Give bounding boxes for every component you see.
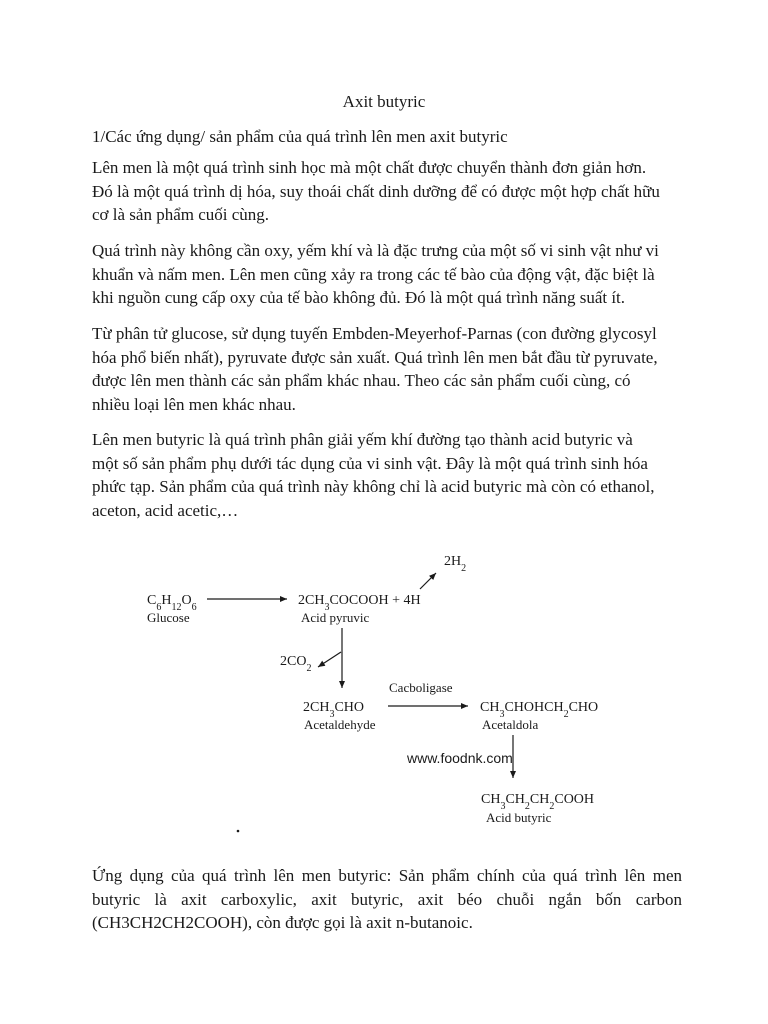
pyruvic-formula: $2CH_3COCOOH + 4H$ — [298, 593, 421, 613]
acetaldol-label: Acetaldola — [482, 717, 539, 732]
text-line: aceton, acid acetic,… — [92, 500, 239, 520]
acetaldehyde-label: Acetaldehyde — [304, 717, 376, 732]
text-line: butyric là axit carboxylic, axit butyric, axit béo chuỗi ngắn bốn carbon — [92, 889, 682, 909]
paragraph-anaerobic — [92, 239, 682, 310]
text-line: Ứng dụng của quá trình lên men butyric: Sản phẩm chính của quá trình lên men — [92, 866, 682, 885]
paragraph-butyric-fermentation — [92, 428, 682, 522]
h2-product: $2H_2$ — [444, 554, 467, 574]
acetaldehyde-formula: $2CH_3CHO$ — [303, 700, 365, 720]
text-line: khuẩn và nấm men. Lên men cũng xảy ra trong các tế bào của động vật, đặc biệt là — [92, 264, 655, 284]
enzyme-label: Cacboligase — [389, 680, 453, 695]
glucose-label: Glucose — [147, 610, 190, 625]
text-line: (CH3CH2CH2COOH), còn được gọi là axit n-butanoic. — [92, 913, 473, 932]
text-line: khi nguồn cung cấp oxy của tế bào không đủ. Đó là một quá trình năng suất ít. — [92, 288, 626, 307]
glucose-formula: $C_6H_{12}O_6$ — [147, 593, 197, 613]
document-title: Axit butyric — [342, 92, 426, 111]
stray-dot — [237, 830, 240, 833]
pyruvic-label: Acid pyruvic — [301, 610, 370, 625]
paragraph-applications — [92, 864, 682, 935]
text-line: nhiều loại lên men khác nhau. — [92, 394, 296, 414]
text-line: Lên men là một quá trình sinh học mà một chất được chuyển thành đơn giản hơn. — [92, 158, 647, 177]
section-heading: 1/Các ứng dụng/ sản phẩm của quá trình lên men axit butyric — [92, 127, 508, 146]
co2-arrow — [318, 652, 341, 667]
co2-product: $2CO_2$ — [280, 654, 312, 674]
paragraph-glucose-pathway — [92, 322, 682, 416]
text-line: được lên men thành các sản phẩm khác nhau. Theo các sản phẩm cuối cùng, có — [92, 371, 631, 390]
butyric-formula: $CH_3CH_2CH_2COOH$ — [481, 792, 595, 812]
watermark: www.foodnk.com — [407, 750, 513, 766]
text-line: Lên men butyric là quá trình phân giải yếm khí đường tạo thành acid butyric và — [92, 430, 633, 449]
text-line: Đó là một quá trình dị hóa, suy thoái chất dinh dưỡng để có được một hợp chất hữu — [92, 181, 660, 201]
text-line: cơ là sản phẩm cuối cùng. — [92, 205, 270, 224]
acetaldol-formula: $CH_3CHOHCH_2CHO$ — [480, 700, 599, 720]
h2-arrow — [420, 573, 436, 589]
paragraph-fermentation-definition — [92, 156, 682, 227]
text-line: một số sản phẩm phụ dưới tác dụng của vi sinh vật. Đây là một quá trình sinh hóa — [92, 453, 648, 473]
text-line: phức tạp. Sản phẩm của quá trình này không chỉ là acid butyric mà còn có ethanol, — [92, 477, 655, 496]
fermentation-pathway-diagram — [0, 540, 768, 840]
text-line: Từ phân tử glucose, sử dụng tuyến Embden-Meyerhof-Parnas (con đường glycosyl — [92, 324, 657, 343]
text-line: hóa phổ biến nhất), pyruvate được sản xuất. Quá trình lên men bắt đầu từ pyruvate, — [92, 347, 658, 367]
text-line: Quá trình này không cần oxy, yếm khí và là đặc trưng của một số vi sinh vật như vi — [92, 241, 659, 260]
butyric-label: Acid butyric — [486, 810, 552, 825]
